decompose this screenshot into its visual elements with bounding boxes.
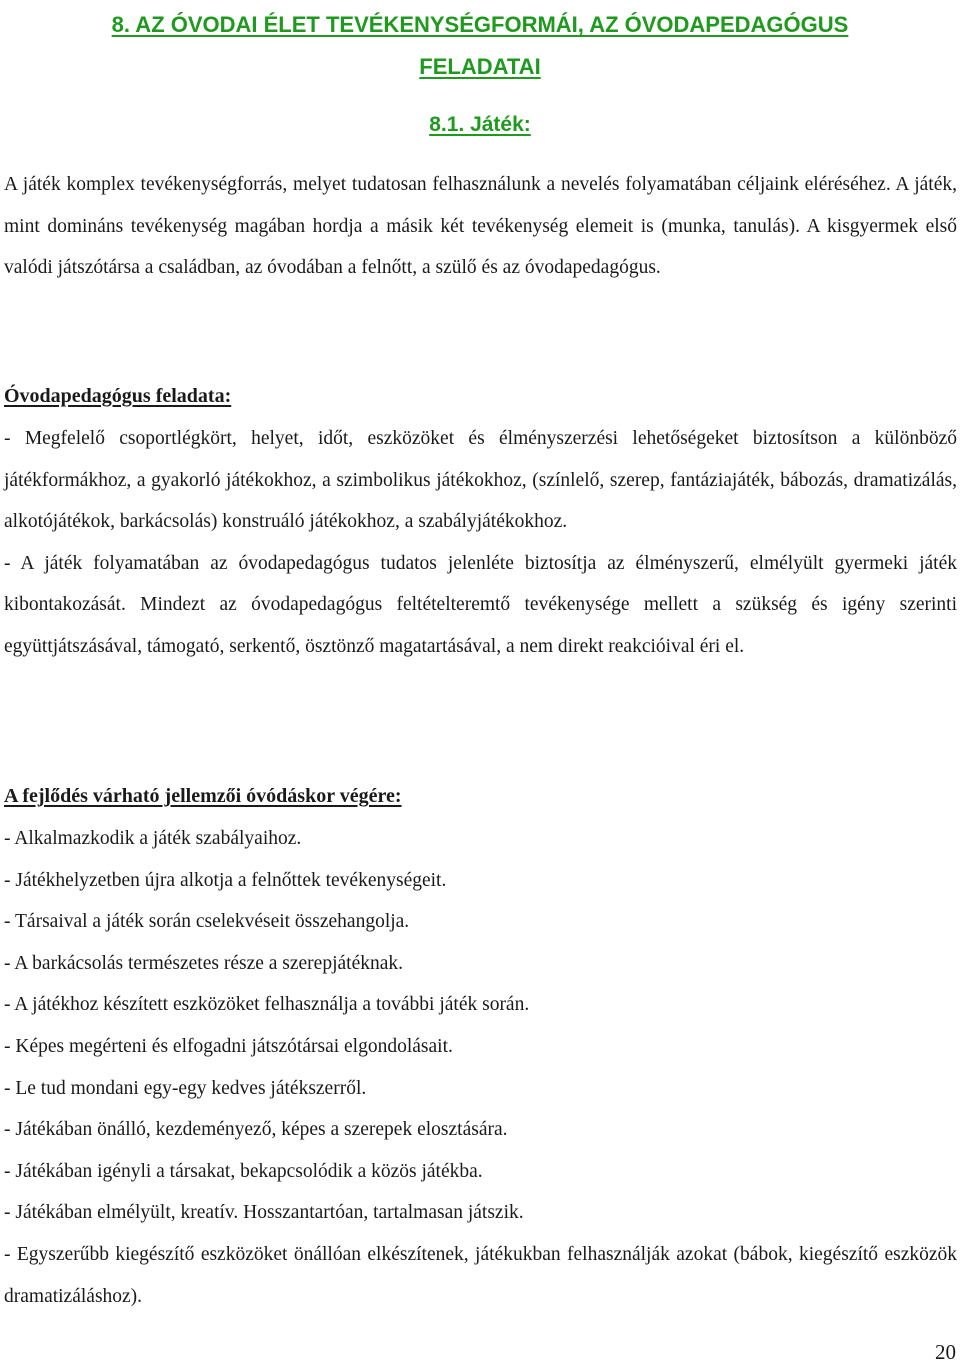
section-title: 8.1. Játék: xyxy=(429,113,531,136)
outcome-item: - A játékhoz készített eszközöket felhasználja a további játék során. xyxy=(4,994,530,1016)
task-item: - A játék folyamatában az óvodapedagógus tudatos jelenléte biztosítja az élményszerű, elmélyült gyermeki játék kibontakozását. Mindezt az óvodapedagógus feltételteremtő tevékenysége mellett a szükség és igény szerinti együttjátszásával, támogató, serkentő, ösztönző magatartásával, a nem direkt reakcióival éri el. xyxy=(4,552,957,657)
intro-paragraph: A játék komplex tevékenységforrás, melyet tudatosan felhasználunk a nevelés folyamatában céljaink eléréséhez. A játék, mint domináns tevékenység magában hordja a másik két tevékenység elemeit is (munka, tanulás). A kisgyermek első valódi játszótársa a családban, az óvodában a felnőtt, a szülő és az óvodapedagógus. xyxy=(4,174,957,279)
chapter-title-line-1: 8. AZ ÓVODAI ÉLET TEVÉKENYSÉGFORMÁI, AZ ÓVODAPEDAGÓGUS xyxy=(111,12,849,37)
chapter-title xyxy=(0,4,960,88)
page-number: 20 xyxy=(935,1340,956,1364)
outcome-item: - Játékában igényli a társakat, bekapcsolódik a közös játékba. xyxy=(4,1160,483,1182)
outcome-item: - Társaival a játék során cselekvéseit összehangolja. xyxy=(4,911,410,933)
tasks-heading: Óvodapedagógus feladata: xyxy=(4,385,232,407)
chapter-title-line-2: FELADATAI xyxy=(419,54,541,79)
outcome-item: - Játékában elmélyült, kreatív. Hosszantartóan, tartalmasan játszik. xyxy=(4,1202,524,1224)
outcome-item: - Képes megérteni és elfogadni játszótársai elgondolásait. xyxy=(4,1035,453,1057)
outcome-item: - Játékában önálló, kezdeményező, képes a szerepek elosztására. xyxy=(4,1119,508,1141)
tasks-list xyxy=(4,418,957,668)
outcome-item: - Játékhelyzetben újra alkotja a felnőttek tevékenységeit. xyxy=(4,869,447,891)
outcome-item: - Alkalmazkodik a játék szabályaihoz. xyxy=(4,828,302,849)
outcome-item: - Le tud mondani egy-egy kedves játékszerről. xyxy=(4,1077,367,1099)
task-item: - Megfelelő csoportlégkört, helyet, időt, eszközöket és élményszerzési lehetőségeket biztosítson a különböző játékformákhoz, a gyakorló játékokhoz, a szimbolikus játékokhoz, (színlelő, szerep, fantáziajáték, bábozás, dramatizálás, alkotójátékok, barkácsolás) konstruáló játékokhoz, a szabályjátékokhoz. xyxy=(4,428,957,533)
outcomes-heading: A fejlődés várható jellemzői óvódáskor végére: xyxy=(4,785,402,807)
outcomes-list xyxy=(4,818,957,1317)
outcome-item: - A barkácsolás természetes része a szerepjátéknak. xyxy=(4,952,404,974)
outcome-item: - Egyszerűbb kiegészítő eszközöket önállóan elkészítenek, játékukban felhasználják azokat (bábok, kiegészítő eszközök dramatizáláshoz). xyxy=(4,1243,957,1307)
